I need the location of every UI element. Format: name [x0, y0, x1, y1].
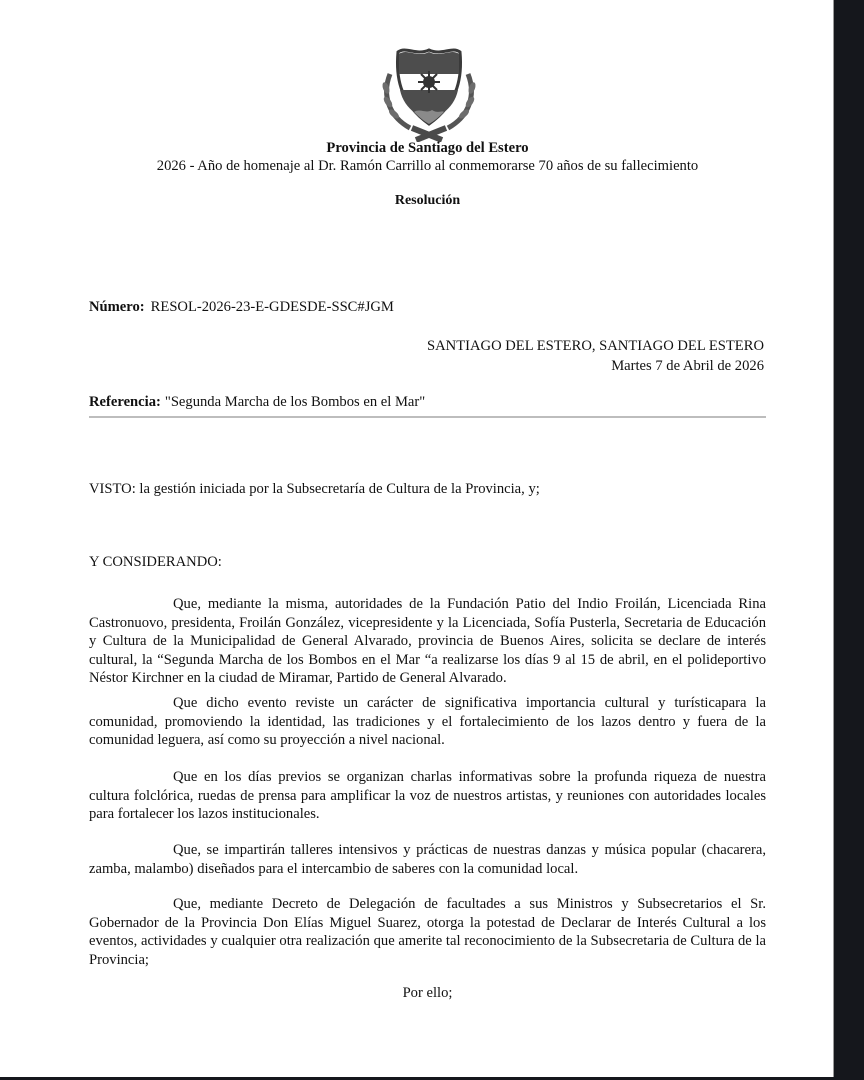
considerando-paragraph — [89, 768, 766, 824]
document-number — [89, 299, 394, 316]
date: Martes 7 de Abril de 2026 — [611, 358, 764, 374]
paragraph-text: Que, mediante Decreto de Delegación de facultades a sus Ministros y Subsecretarios el Sr. Gobernador de la Provincia Don Elías Miguel Suarez, otorga la potestad de Declarar de Interés Cultural a los eventos, actividades y cualquier otra realización que amerite tal reconocimiento de la Subsecretaria de Cultura de la Provincia; — [89, 896, 766, 968]
considerando-paragraph — [89, 595, 766, 688]
paragraph-text: Que dicho evento reviste un carácter de significativa importancia cultural y turísticapara la comunidad, promoviendo la identidad, las tradiciones y el fortalecimiento de los lazos dentro y fuera de la comunidad leguera, así como su proyección a nivel nacional. — [89, 695, 766, 749]
coat-of-arms-icon — [376, 44, 482, 142]
visto-clause: VISTO: la gestión iniciada por la Subsecretaría de Cultura de la Provincia, y; — [89, 481, 540, 497]
considerando-paragraph — [89, 841, 766, 878]
reference-value: "Segunda Marcha de los Bombos en el Mar" — [164, 394, 426, 410]
number-value: RESOL-2026-23-E-GDESDE-SSC#JGM — [150, 299, 394, 315]
header-divider — [89, 416, 766, 418]
closing-phrase: Por ello; — [402, 985, 453, 1001]
considerando-paragraph — [89, 694, 766, 750]
organization-name: Provincia de Santiago del Estero — [326, 140, 529, 156]
year-motto: 2026 - Año de homenaje al Dr. Ramón Carrillo al conmemorarse 70 años de su fallecimiento — [156, 158, 699, 174]
considerando-paragraph — [89, 895, 766, 969]
number-label: Número: — [89, 299, 145, 315]
reference — [89, 394, 425, 411]
reference-label: Referencia: — [89, 394, 161, 410]
considerando-heading: Y CONSIDERANDO: — [89, 554, 222, 570]
document-type: Resolución — [394, 193, 461, 208]
paragraph-text: Que en los días previos se organizan charlas informativas sobre la profunda riqueza de nuestra cultura folclórica, ruedas de prensa para amplificar la voz de nuestros artistas, y reuniones con autoridades locales para fortalecer los lazos institucionales. — [89, 769, 766, 823]
place: SANTIAGO DEL ESTERO, SANTIAGO DEL ESTERO — [427, 338, 764, 354]
place-and-date — [427, 336, 764, 376]
paragraph-text: Que, mediante la misma, autoridades de la Fundación Patio del Indio Froilán, Licenciada Rina Castronuovo, presidenta, Froilán González, vicepresidente y la Licenciada, Sofía Pusterla, Secretaria de Educación y Cultura de la Municipalidad de General Alvarado, provincia de Buenos Aires, solicita se declare de interés cultural, la “Segunda Marcha de los Bombos en el Mar “a realizarse los días 9 al 15 de abril, en el polideportivo Néstor Kirchner en la ciudad de Miramar, Partido de General Alvarado. — [89, 596, 766, 687]
paragraph-text: Que, se impartirán talleres intensivos y prácticas de nuestras danzas y música popular (chacarera, zamba, malambo) diseñados para el intercambio de saberes con la comunidad local. — [89, 842, 766, 877]
